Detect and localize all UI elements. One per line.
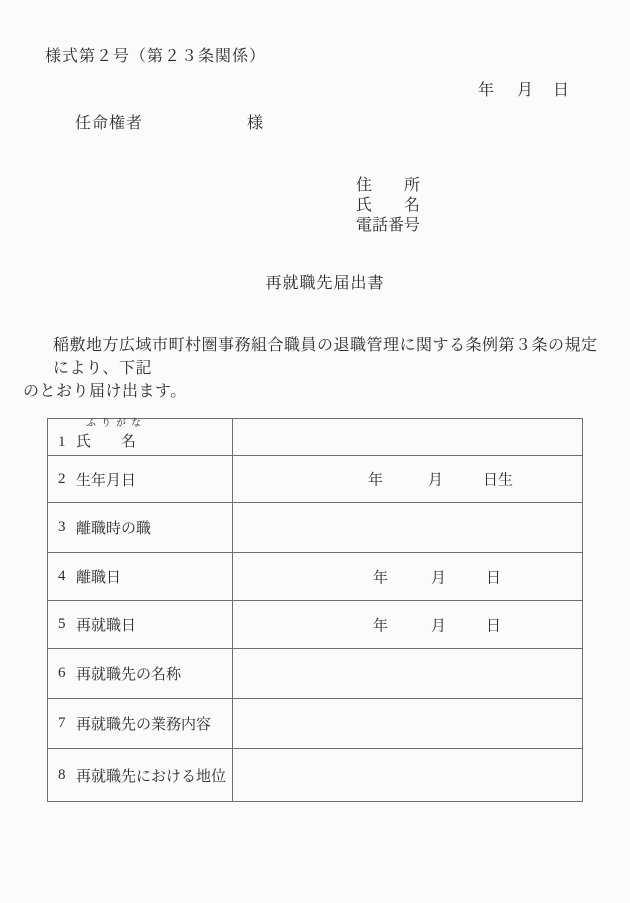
- year-label: 年: [373, 570, 389, 586]
- row-number: 3: [58, 519, 66, 535]
- row-label-cell: [48, 601, 233, 648]
- month-label: 月: [431, 618, 447, 634]
- table-row-resignation-date: [48, 553, 582, 601]
- form-table: [47, 418, 583, 802]
- reemployment-date-value-cell: [233, 601, 582, 648]
- row-label-cell: [48, 699, 233, 748]
- row-label: 再就職日: [76, 618, 137, 634]
- row-label: 再就職先の名称: [76, 667, 182, 683]
- addressee-honorific: 様: [247, 115, 264, 132]
- sender-address-label: 住 所: [356, 177, 421, 194]
- birthdate-value-cell: [233, 456, 582, 502]
- date-day-label: 日: [553, 82, 570, 99]
- table-row-reemployment-date: [48, 601, 582, 649]
- employer-name-value-cell: [233, 649, 582, 698]
- year-label: 年: [368, 472, 384, 489]
- sender-block: [356, 176, 420, 236]
- row-number: 8: [58, 766, 66, 783]
- row-label-cell: [48, 749, 233, 801]
- month-label: 月: [431, 570, 447, 586]
- employer-business-value-cell: [233, 699, 582, 748]
- sender-name-label: 氏 名: [356, 197, 421, 214]
- body-line: 稲敷地方広域市町村圏事務組合職員の退職管理に関する条例第３条の規定により、下記: [53, 337, 598, 377]
- position-value-cell: [233, 503, 582, 552]
- row-label: 離職時の職: [76, 521, 152, 537]
- name-value-cell: [233, 419, 582, 455]
- row-label: 生年月日: [76, 472, 137, 489]
- row-number: 1: [58, 434, 66, 450]
- row-number: 4: [58, 568, 66, 584]
- table-row-birthdate: [48, 456, 582, 503]
- table-row-name: [48, 419, 582, 456]
- row-number: 2: [58, 470, 66, 487]
- table-row-position-at-resignation: [48, 503, 582, 553]
- position-at-employer-value-cell: [233, 749, 582, 801]
- row-label: 離職日: [76, 570, 122, 586]
- table-row-position-at-employer: [48, 749, 582, 801]
- table-row-employer-name: [48, 649, 582, 699]
- resignation-date-value-cell: [233, 553, 582, 600]
- document-title: 再就職先届出書: [265, 275, 385, 292]
- year-label: 年: [373, 618, 389, 634]
- row-label: 再就職先における地位: [76, 768, 227, 785]
- body-paragraph: [23, 334, 611, 403]
- row-number: 6: [58, 665, 66, 681]
- form-number: 様式第２号（第２３条関係）: [45, 48, 267, 65]
- sender-phone-label: 電話番号: [356, 217, 421, 234]
- row-label-cell: [48, 419, 233, 455]
- month-label: 月: [428, 472, 444, 489]
- day-label: 日: [486, 570, 502, 586]
- date-year-label: 年: [478, 82, 495, 99]
- row-number: 7: [58, 715, 66, 731]
- day-born-label: 日生: [483, 472, 514, 489]
- row-label: 氏 名: [76, 434, 137, 450]
- day-label: 日: [486, 618, 502, 634]
- row-label-cell: [48, 456, 233, 502]
- row-number: 5: [58, 616, 66, 632]
- addressee-label: 任命権者: [75, 115, 144, 132]
- body-line: のとおり届け出ます。: [23, 383, 187, 400]
- row-label-cell: [48, 553, 233, 600]
- row-label-cell: [48, 503, 233, 552]
- date-month-label: 月: [517, 82, 534, 99]
- furigana-label: ふりがな: [86, 418, 146, 429]
- table-row-employer-business: [48, 699, 582, 749]
- row-label-cell: [48, 649, 233, 698]
- row-label: 再就職先の業務内容: [76, 717, 212, 733]
